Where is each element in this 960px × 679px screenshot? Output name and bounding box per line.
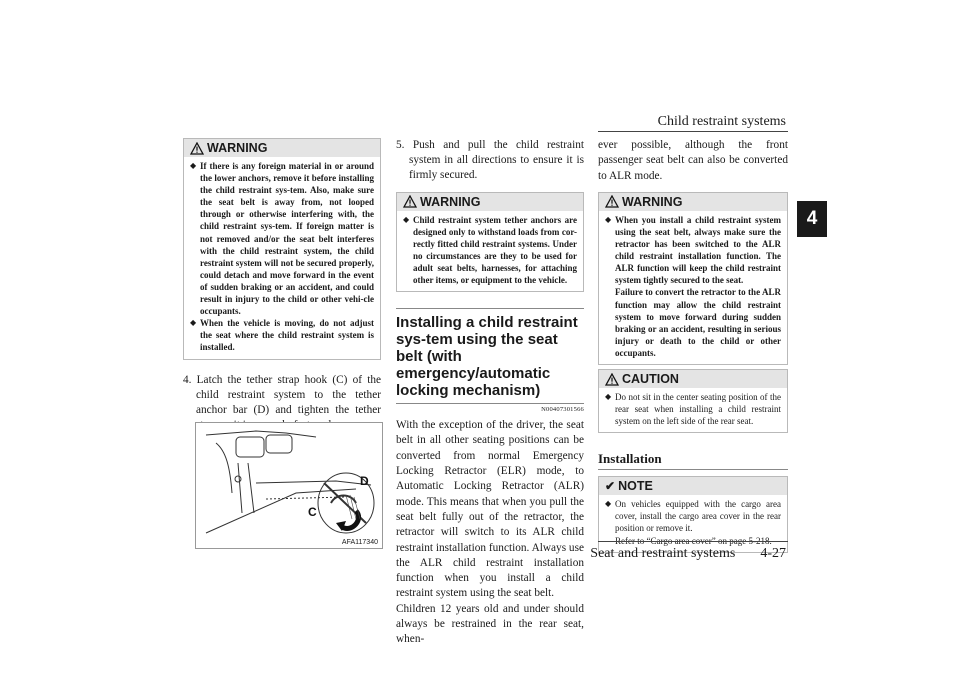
note-item-text: On vehicles equipped with the cargo area cover, install the cargo area cover in the rear position or remove it.	[615, 499, 781, 534]
header-rule	[598, 131, 788, 132]
body-paragraph: With the exception of the driver, the seat belt in all other seating positions can be converted from normal Emergency Locking Retractor (ELR) mode, to Automatic Locking Retractor (ALR) mode. This means that when you pull the seat belt fully out of the retractor, the retractor will switch to its ALR child restraint installation function. Always use the ALR child restraint installation function when you install a child restraint system using the seat belt.	[396, 419, 584, 600]
label-d: D	[360, 474, 369, 488]
footer-section: Seat and restraint systems	[590, 546, 736, 561]
note-item	[615, 498, 781, 546]
note-item-reference: Refer to “Cargo area cover” on page 5-218.	[615, 535, 772, 546]
note-label: NOTE	[618, 479, 653, 494]
column-3	[598, 138, 788, 553]
tether-diagram	[196, 423, 382, 548]
warning-label: WARNING	[622, 194, 683, 209]
warning-box-1	[183, 138, 381, 360]
warning-item: ◆ If there is any foreign material in or around the lower anchors, remove it before installing the child restraint sys-tem. Also, make sure the seat belt is away from, not looped through or otherwise interfering with, the child restraint sys-tem. If foreign matter is not removed and/or the seat belt interferes with the child restraint system, the child restraint system will not be secured properly, could detach and move forward in the event of sudden braking or an accident, and could result in injury to the child or other vehi-cle occupants.	[200, 160, 374, 317]
warning-label: WARNING	[207, 141, 268, 155]
note-check-icon: ✔	[605, 479, 616, 494]
warning-item	[615, 214, 781, 359]
warning-header	[599, 193, 787, 211]
intro-paragraph: ever possible, although the front passenger seat belt can also be converted to ALR mode.	[598, 139, 788, 182]
page-footer	[590, 546, 786, 562]
reference-code: N00407301566	[541, 406, 584, 414]
page-header-title: Child restraint systems	[657, 114, 786, 129]
step-5: 5. Push and pull the child restraint system in all directions to ensure it is firmly secured.	[396, 139, 584, 182]
caution-label: CAUTION	[622, 372, 679, 387]
column-1	[183, 138, 381, 433]
note-header	[599, 477, 787, 495]
footer-rule	[598, 541, 788, 542]
warning-label: WARNING	[420, 194, 481, 209]
warning-item: ◆ Child restraint system tether anchors are designed only to withstand loads from cor-rectly fitted child restraint systems. Under no circumstances are they to be used for adult seat belts, harnesses, for attaching other items, or equipment to the vehicle.	[413, 214, 577, 287]
warning-triangle-icon	[190, 142, 204, 155]
step-4: 4. Latch the tether strap hook (C) of the child restraint system to the tether anchor bar (D) and tighten the tether	[183, 373, 381, 416]
body-paragraph-2: Children 12 years old and under should always be restrained in the rear seat, when-	[396, 602, 584, 646]
label-c: C	[308, 505, 317, 519]
page-number: 4-27	[760, 546, 786, 561]
section-title: Installing a child restraint sys-tem using the seat belt (with emergency/automatic locking mechanism)	[396, 308, 584, 404]
installation-title: Installation	[598, 451, 788, 470]
warning-box-3	[598, 192, 788, 365]
caution-item: ◆ Do not sit in the center seating position of the rear seat when installing a child restraint system on the left side of the rear seat.	[615, 391, 781, 427]
warning-item-text: When you install a child restraint system using the seat belt, always make sure the retractor has been switched to the ALR child restraint installation function. The ALR function will keep the child restraint system tightly secured to the seat.	[615, 214, 781, 286]
warning-item: ◆ When the vehicle is moving, do not adjust the seat where the child restraint system is installed.	[200, 317, 374, 353]
warning-header	[397, 193, 583, 211]
warning-item-continuation: Failure to convert the retractor to the ALR function may allow the child restraint system to move forward during sudden braking or an accident, resulting in serious injury or death to the child or other occupants.	[615, 287, 781, 358]
caution-header	[599, 370, 787, 388]
warning-header	[184, 139, 380, 157]
caution-triangle-icon	[605, 373, 619, 386]
figure-code: AFA117340	[341, 539, 378, 546]
tether-anchor-illustration	[195, 422, 383, 549]
warning-triangle-icon	[403, 195, 417, 208]
chapter-tab: 4	[797, 201, 827, 237]
warning-box-2	[396, 192, 584, 293]
caution-box	[598, 369, 788, 433]
warning-triangle-icon	[605, 195, 619, 208]
column-2	[396, 138, 584, 648]
